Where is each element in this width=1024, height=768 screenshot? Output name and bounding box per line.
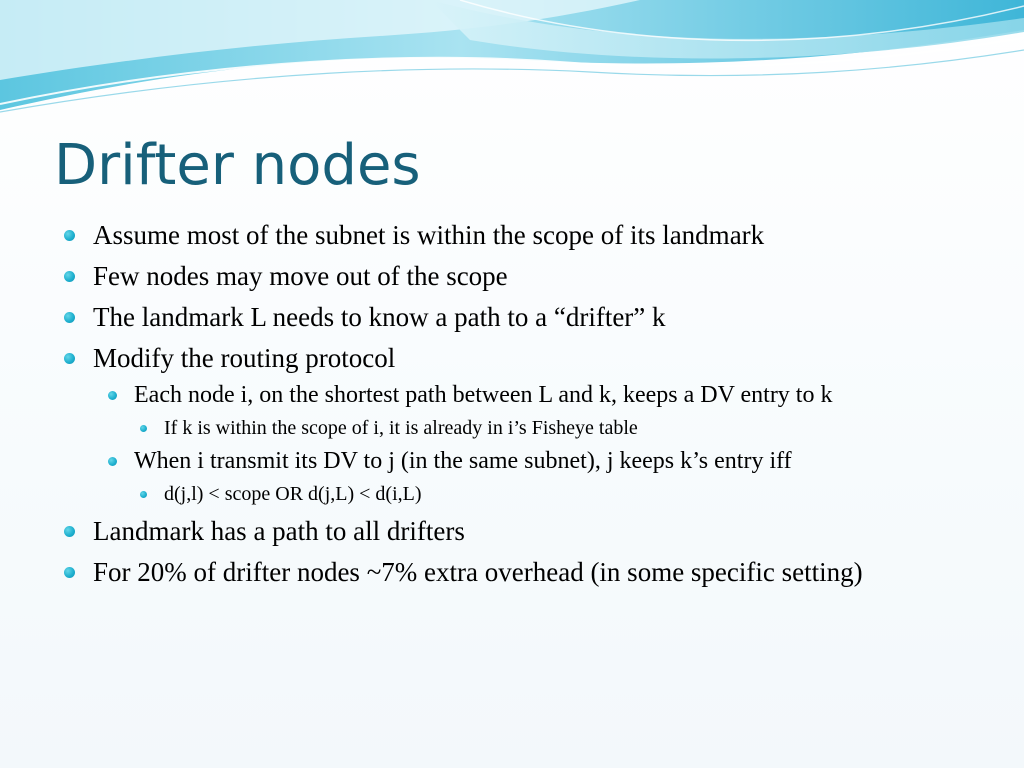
decorative-wave-header (0, 0, 1024, 120)
bullet-text: Landmark has a path to all drifters (93, 516, 465, 546)
sub-bullet-item (62, 446, 982, 476)
bullet-dot-icon (108, 391, 117, 400)
bullet-text: Modify the routing protocol (93, 343, 396, 373)
bullet-dot-icon (64, 271, 75, 282)
sub-bullet-text: Each node i, on the shortest path between L and k, keeps a DV entry to k (134, 382, 833, 408)
sub-sub-bullet-item (62, 415, 982, 441)
sub-bullet-text: When i transmit its DV to j (in the same subnet), j keeps k’s entry iff (134, 448, 792, 474)
bullet-text: For 20% of drifter nodes ~7% extra overhead (in some specific setting) (93, 557, 863, 587)
bullet-dot-icon (64, 526, 75, 537)
bullet-dot-icon (108, 457, 117, 466)
bullet-item (62, 342, 982, 375)
bullet-item (62, 556, 982, 589)
bullet-dot-icon (140, 425, 147, 432)
bullet-text: Few nodes may move out of the scope (93, 261, 508, 291)
bullet-dot-icon (140, 491, 147, 498)
bullet-dot-icon (64, 567, 75, 578)
bullet-item (62, 260, 982, 293)
bullet-item (62, 515, 982, 548)
sub-bullet-item (62, 380, 982, 410)
sub-sub-bullet-text: If k is within the scope of i, it is already in i’s Fisheye table (164, 417, 638, 439)
bullet-dot-icon (64, 353, 75, 364)
sub-sub-bullet-text: d(j,l) < scope OR d(j,L) < d(i,L) (164, 483, 422, 505)
slide-title: Drifter nodes (54, 133, 421, 198)
bullet-item (62, 301, 982, 334)
bullet-dot-icon (64, 230, 75, 241)
bullet-list (62, 219, 982, 589)
bullet-item (62, 219, 982, 252)
sub-sub-bullet-item (62, 481, 982, 507)
bullet-dot-icon (64, 312, 75, 323)
bullet-text: Assume most of the subnet is within the scope of its landmark (93, 220, 765, 250)
bullet-text: The landmark L needs to know a path to a “drifter” k (93, 302, 666, 332)
